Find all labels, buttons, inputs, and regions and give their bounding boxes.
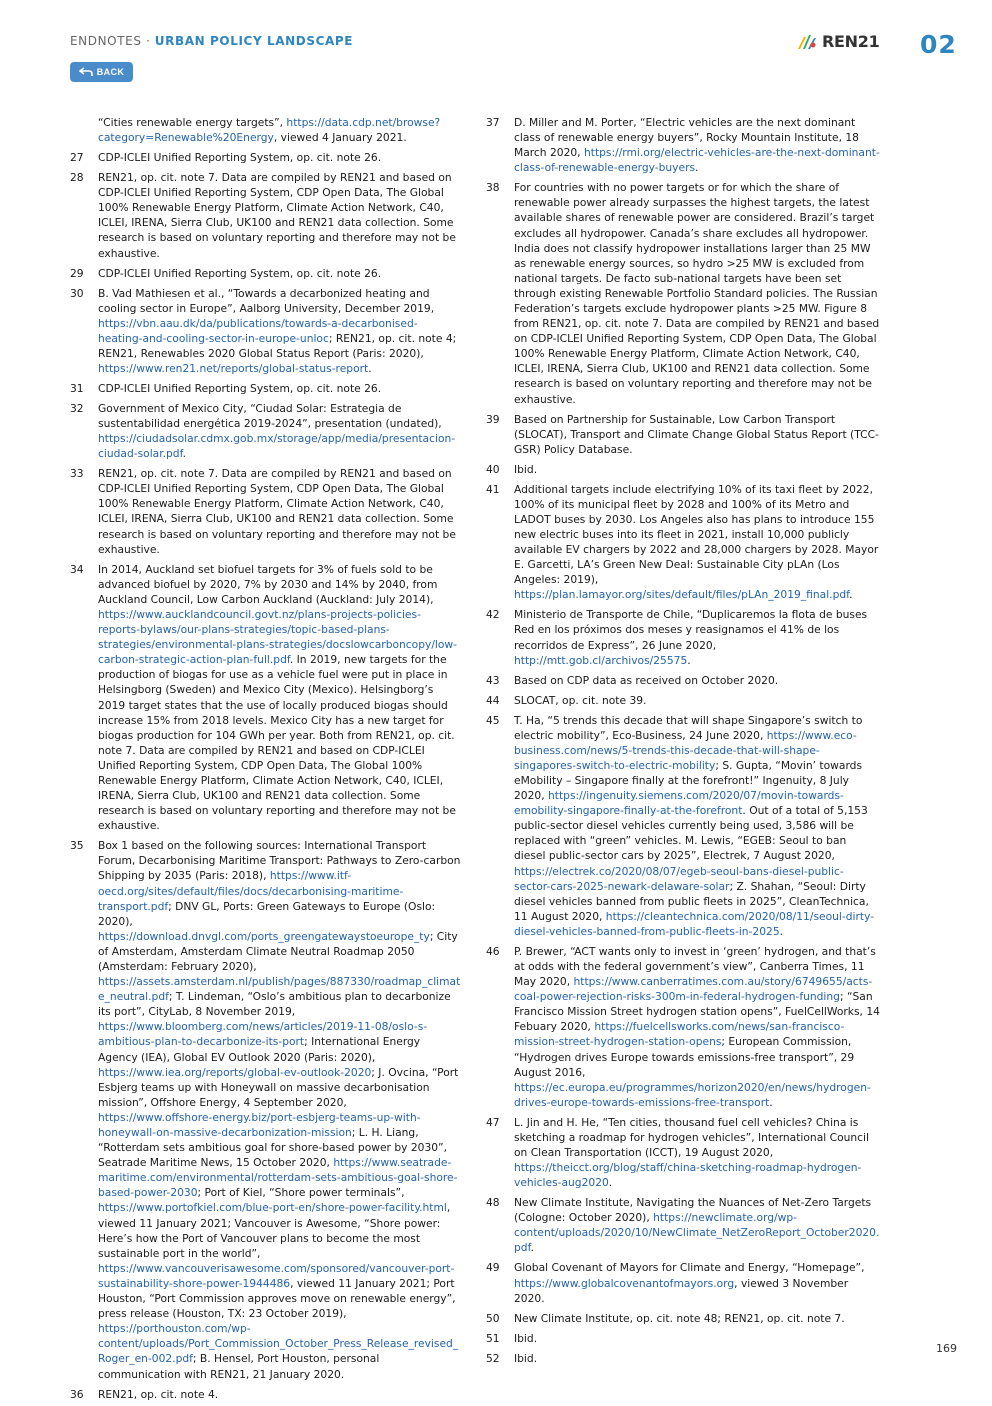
- endnote-38: [486, 180, 880, 406]
- endnote-36: [70, 1387, 462, 1402]
- url-link[interactable]: https://www.vancouverisawesome.com/sponsored/vancouver-port-sustainability-shore-power-1944486: [98, 1261, 455, 1290]
- logo-text: REN21: [822, 32, 880, 51]
- endnote-text: New Climate Institute, Navigating the Nuances of Net-Zero Targets (Cologne: October 2020), https://newclimate.org/wp-content/uploads/2020/10/NewClimate_NetZeroReport_October2020.pdf.: [514, 1196, 880, 1255]
- url-link[interactable]: https://fuelcellsworks.com/news/san-francisco-mission-street-hydrogen-station-opens: [514, 1020, 845, 1049]
- endnote-number: 31: [70, 381, 84, 395]
- endnote-28: [70, 170, 462, 261]
- endnote-text: L. Jin and H. He, “Ten cities, thousand fuel cell vehicles? China is sketching a roadmap for hydrogen vehicles”, International Council on Clean Transportation (ICCT), 19 August 2020, https://theicct.org/blog/staff/china-sketching-roadmap-hydrogen-vehicles-aug2020.: [514, 1115, 869, 1190]
- endnote-text: Ibid.: [514, 462, 538, 476]
- url-link[interactable]: https://www.bloomberg.com/news/articles/2019-11-08/oslo-s-ambitious-plan-to-decarbonize-its-port: [98, 1020, 428, 1049]
- endnote-50: [486, 1311, 880, 1326]
- endnote-number: 27: [70, 151, 84, 165]
- endnote-number: 28: [70, 171, 84, 185]
- endnote-32: [70, 401, 462, 461]
- url-link[interactable]: https://assets.amsterdam.nl/publish/pages/887330/roadmap_climate_neutral.pdf: [98, 975, 461, 1004]
- endnote-40: [486, 462, 880, 477]
- endnote-number: 42: [486, 608, 500, 622]
- back-label: BACK: [96, 67, 125, 77]
- endnote-39: [486, 412, 880, 457]
- right-column: [486, 115, 880, 1371]
- endnote-text: T. Ha, “5 trends this decade that will shape Singapore’s switch to electric mobility”, Eco-Business, 24 June 2020, https://www.eco-business.com/news/5-trends-this-decade-that-will-shape-singapores-switch-to-electric-mobility; S. Gupta, “Movin’ towards eMobility – Singapore finally at the forefront!” Ingenuity, 8 July 2020, https://ingenuity.siemens.com/2020/07/movin-towards-emobility-singapore-finally-at-the-forefront. Out of a total of 5,153 public-sector diesel vehicles currently being used, 3,586 will be replaced with “green” vehicles. M. Lewis, “EGEB: Seoul to ban diesel public-sector cars by 2025”, Electrek, 7 August 2020, https://electrek.co/2020/08/07/egeb-seoul-bans-diesel-public-sector-cars-2025-newark-delaware-solar; Z. Shahan, “Seoul: Dirty diesel vehicles banned from public fleets in 2025”, CleanTechnica, 11 August 2020, https://cleantechnica.com/2020/08/11/seoul-dirty-diesel-vehicles-banned-from-public-fleets-in-2025.: [514, 713, 875, 938]
- endnote-text: Based on CDP data as received on October 2020.: [514, 673, 779, 687]
- section-title: URBAN POLICY LANDSCAPE: [154, 34, 354, 48]
- endnote-number: 34: [70, 562, 84, 576]
- chapter-number: 02: [920, 30, 957, 59]
- url-link[interactable]: https://plan.lamayor.org/sites/default/files/pLAn_2019_final.pdf: [514, 588, 850, 602]
- endnote-number: 35: [70, 839, 84, 853]
- endnote-text: CDP-ICLEI Unified Reporting System, op. cit. note 26.: [98, 266, 382, 280]
- url-link[interactable]: https://rmi.org/electric-vehicles-are-the-next-dominant-class-of-renewable-energy-buyers: [514, 146, 880, 175]
- endnote-46: [486, 944, 880, 1110]
- endnote-text: REN21, op. cit. note 4.: [98, 1387, 219, 1401]
- endnote-text: P. Brewer, “ACT wants only to invest in ‘green’ hydrogen, and that’s at odds with the federal government’s view”, Canberra Times, 11 May 2020, https://www.canberratimes.com.au/story/6749655/acts-coal-power-rejection-risks-300m-in-federal-hydrogen-funding; “San Francisco Mission Street hydrogen station opens”, FuelCellWorks, 14 Febuary 2020, https://fuelcellsworks.com/news/san-francisco-mission-street-hydrogen-station-opens; European Commission, “Hydrogen drives Europe towards emissions-free transport”, 29 August 2016, https://ec.europa.eu/programmes/horizon2020/en/news/hydrogen-drives-europe-towards-emissions-free-transport.: [514, 944, 880, 1109]
- url-link[interactable]: https://cleantechnica.com/2020/08/11/seoul-dirty-diesel-vehicles-banned-from-public-fleets-in-2025: [514, 909, 875, 938]
- endnote-text: REN21, op. cit. note 7. Data are compiled by REN21 and based on CDP-ICLEI Unified Reporting System, CDP Open Data, The Global 100% Renewable Energy Platform, Climate Action Network, C40, ICLEI, IRENA, Sierra Club, UK100 and REN21 data collection. Some research is based on voluntary reporting and therefore may not be exhaustive.: [98, 467, 456, 556]
- endnote-text: Government of Mexico City, “Ciudad Solar: Estrategia de sustentabilidad energética 2019-2024”, presentation (undated), https://ciudadsolar.cdmx.gob.mx/storage/app/media/presentacion-ciudad-solar.pdf.: [98, 401, 456, 461]
- endnote-45: [486, 713, 880, 939]
- url-link[interactable]: https://www.iea.org/reports/global-ev-outlook-2020: [98, 1065, 372, 1079]
- endnote-number: 47: [486, 1115, 500, 1129]
- ren21-logo-icon: [796, 33, 818, 51]
- url-link[interactable]: https://www.aucklandcouncil.govt.nz/plans-projects-policies-reports-bylaws/our-plans-strategies/topic-based-plans-strategies/environmental-plans-strategies/docslowcarboncopy/low-carbon-strategic-action-plan-full.pdf: [98, 607, 458, 667]
- endnote-43: [486, 673, 880, 688]
- url-link[interactable]: https://www.offshore-energy.biz/port-esbjerg-teams-up-with-honeywall-on-massive-decarbonization-mission: [98, 1110, 421, 1140]
- back-button[interactable]: [70, 62, 133, 82]
- endnote-text: Ibid.: [514, 1351, 538, 1365]
- url-link[interactable]: https://download.dnvgl.com/ports_greengatewaystoeurope_ty: [98, 929, 430, 943]
- endnote-27: [70, 150, 462, 165]
- endnote-44: [486, 693, 880, 708]
- url-link[interactable]: https://www.itf-oecd.org/sites/default/files/docs/decarbonising-maritime-transport.pdf: [98, 869, 404, 913]
- endnote-text: CDP-ICLEI Unified Reporting System, op. cit. note 26.: [98, 151, 382, 165]
- endnote-number: 30: [70, 286, 84, 300]
- endnote-49: [486, 1260, 880, 1305]
- endnote-text: New Climate Institute, op. cit. note 48; REN21, op. cit. note 7.: [514, 1311, 845, 1325]
- endnote-number: 33: [70, 467, 84, 481]
- page-number: 169: [936, 1342, 957, 1355]
- endnote-text: Additional targets include electrifying 10% of its taxi fleet by 2022, 100% of its municipal fleet by 2028 and 100% of its Metro and LADOT buses by 2030. Los Angeles also has plans to introduce 155 new electric buses into its fleet in 2021, install 10,000 publicly available EV chargers by 2022 and 28,000 chargers by 2028. Mayor E. Garcetti, LA’s Green New Deal: Sustainable City pLAn (Los Angeles: 2019), https://plan.lamayor.org/sites/default/files/pLAn_2019_final.pdf.: [514, 482, 879, 602]
- endnote-33: [70, 466, 462, 557]
- url-link[interactable]: https://www.globalcovenantofmayors.org: [514, 1276, 735, 1290]
- endnote-number: 50: [486, 1311, 500, 1325]
- url-link[interactable]: https://porthouston.com/wp-content/uploads/Port_Commission_October_Press_Release_revised_Roger_en-002.pdf: [98, 1322, 459, 1366]
- endnote-number: 29: [70, 266, 84, 280]
- url-link[interactable]: https://ec.europa.eu/programmes/horizon2020/en/news/hydrogen-drives-europe-towards-emissions-free-transport: [514, 1080, 871, 1109]
- endnote-text: Box 1 based on the following sources: International Transport Forum, Decarbonising Maritime Transport: Pathways to Zero-carbon Shipping by 2035 (Paris: 2018), https://www.itf-oecd.org/sites/default/files/docs/decarbonising-maritime-transport.pdf; DNV GL, Ports: Green Gateways to Europe (Oslo: 2020), https://download.dnvgl.com/ports_greengatewaystoeurope_ty; City of Amsterdam, Amsterdam Climate Neutral Roadmap 2050 (Amsterdam: February 2020), https://assets.amsterdam.nl/publish/pages/887330/roadmap_climate_neutral.pdf; T. Lindeman, “Oslo’s ambitious plan to decarbonize its port”, CityLab, 8 November 2019, https://www.bloomberg.com/news/articles/2019-11-08/oslo-s-ambitious-plan-to-decarbonize-its-port; International Energy Agency (IEA), Global EV Outlook 2020 (Paris: 2020), https://www.iea.org/reports/global-ev-outlook-2020; J. Ovcina, “Port Esbjerg teams up with Honeywall on massive decarbonisation mission”, Offshore Energy, 4 September 2020, https://www.offshore-energy.biz/port-esbjerg-teams-up-with-honeywall-on-massive-decarbonization-mission; L. H. Liang, “Rotterdam sets ambitious goal for shore-based power by 2030”, Seatrade Maritime News, 15 October 2020, https://www.seatrade-maritime.com/environmental/rotterdam-sets-ambitious-goal-shore-based-power-2030; Port of Kiel, “Shore power terminals”, https://www.portofkiel.com/blue-port-en/shore-power-facility.html, viewed 11 January 2021; Vancouver is Awesome, “Shore power: Here’s how the Port of Vancouver plans to become the most sustainable port in the world”, https://www.vancouverisawesome.com/sponsored/vancouver-port-sustainability-shore-power-1944486, viewed 11 January 2021; Port Houston, “Port Commission approves move on renewable energy”, press release (Houston, TX: 23 October 2019), https://porthouston.com/wp-content/uploads/Port_Commission_October_Press_Release_revised_Roger_en-002.pdf; B. Hensel, Port Houston, personal communication with REN21, 21 January 2020.: [98, 839, 461, 1381]
- back-arrow-icon: [79, 67, 93, 77]
- endnote-31: [70, 381, 462, 396]
- url-link[interactable]: https://www.seatrade-maritime.com/environmental/rotterdam-sets-ambitious-goal-shore-based-power-2030: [98, 1156, 458, 1200]
- endnote-text: Global Covenant of Mayors for Climate and Energy, “Homepage”, https://www.globalcovenantofmayors.org, viewed 3 November 2020.: [514, 1261, 865, 1305]
- endnote-text: In 2014, Auckland set biofuel targets for 3% of fuels sold to be advanced biofuel by 2020, 7% by 2030 and 14% by 2040, from Auckland Council, Low Carbon Auckland (Auckland: July 2014), https://www.aucklandcouncil.govt.nz/plans-projects-policies-reports-bylaws/our-plans-strategies/topic-based-plans-strategies/environmental-plans-strategies/docslowcarboncopy/low-carbon-strategic-action-plan-full.pdf. In 2019, new targets for the production of biogas for use as a vehicle fuel were put in place in Helsingborg (Sweden) and Mexico City (Mexico). Helsingborg’s 2019 target states that the use of locally produced biogas should increase 15% from 2018 levels. Mexico City has a new target for biogas production for 104 GWh per year. Both from REN21, op. cit. note 7. Data are compiled by REN21 and based on CDP-ICLEI Unified Reporting System, CDP Open Data, The Global 100% Renewable Energy Platform, Climate Action Network, C40, ICLEI, IRENA, Sierra Club, UK100 and REN21 data collection. Some research is based on voluntary reporting and therefore may not be exhaustive.: [98, 562, 458, 833]
- endnote-number: 49: [486, 1261, 500, 1275]
- endnote-number: 45: [486, 713, 500, 727]
- left-column: [70, 115, 462, 1406]
- endnote-number: 36: [70, 1387, 84, 1401]
- note-continuation: “Cities renewable energy targets”, https://data.cdp.net/browse?category=Renewable%20Energy, viewed 4 January 2021.: [98, 116, 441, 145]
- endnote-37: [486, 115, 880, 175]
- endnote-number: 32: [70, 401, 84, 415]
- endnote-number: 48: [486, 1196, 500, 1210]
- endnote-number: 40: [486, 462, 500, 476]
- url-link[interactable]: https://theicct.org/blog/staff/china-sketching-roadmap-hydrogen-vehicles-aug2020: [514, 1161, 862, 1190]
- endnote-number: 38: [486, 181, 500, 195]
- url-link[interactable]: https://www.canberratimes.com.au/story/6749655/acts-coal-power-rejection-risks-300m-in-federal-hydrogen-funding: [514, 975, 873, 1004]
- url-link[interactable]: https://www.eco-business.com/news/5-trends-this-decade-that-will-shape-singapores-switch-to-electric-mobility: [514, 728, 857, 772]
- url-link[interactable]: https://data.cdp.net/browse?category=Renewable%20Energy: [98, 116, 441, 145]
- endnote-text: SLOCAT, op. cit. note 39.: [514, 693, 647, 707]
- endnote-47: [486, 1115, 880, 1190]
- url-link[interactable]: https://ciudadsolar.cdmx.gob.mx/storage/app/media/presentacion-ciudad-solar.pdf: [98, 432, 456, 461]
- url-link[interactable]: https://vbn.aau.dk/da/publications/towards-a-decarbonised-heating-and-cooling-sector-in-europe-unloc: [98, 316, 418, 345]
- endnote-29: [70, 266, 462, 281]
- endnote-41: [486, 482, 880, 603]
- endnote-text: D. Miller and M. Porter, “Electric vehicles are the next dominant class of renewable energy buyers”, Rocky Mountain Institute, 18 March 2020, https://rmi.org/electric-vehicles-are-the-next-dominant-class-of-renewable-energy-buyers.: [514, 116, 880, 175]
- endnote-text: Ibid.: [514, 1331, 538, 1345]
- endnote-52: [486, 1351, 880, 1366]
- endnote-42: [486, 607, 880, 667]
- endnote-35: [70, 838, 462, 1381]
- endnote-51: [486, 1331, 880, 1346]
- endnote-30: [70, 286, 462, 377]
- endnote-number: 39: [486, 412, 500, 426]
- endnote-number: 43: [486, 673, 500, 687]
- endnote-number: 52: [486, 1351, 500, 1365]
- endnote-text: B. Vad Mathiesen et al., “Towards a decarbonized heating and cooling sector in Europe”, Aalborg University, December 2019, https://vbn.aau.dk/da/publications/towards-a-decarbonised-heating-and-cooling-sector-in-europe-unloc; REN21, op. cit. note 4; REN21, Renewables 2020 Global Status Report (Paris: 2020), https://www.ren21.net/reports/global-status-report.: [98, 286, 457, 375]
- endnote-number: 37: [486, 116, 500, 129]
- endnote-text: Based on Partnership for Sustainable, Low Carbon Transport (SLOCAT), Transport and Climate Change Global Status Report (TCC-GSR) Policy Database.: [514, 412, 879, 456]
- url-link[interactable]: https://ingenuity.siemens.com/2020/07/movin-towards-emobility-singapore-finally-at-the-forefront: [514, 789, 844, 818]
- url-link[interactable]: https://www.portofkiel.com/blue-port-en/shore-power-facility.html: [98, 1201, 447, 1215]
- endnote-number: 44: [486, 693, 500, 707]
- header-prefix: ENDNOTES ·: [70, 34, 155, 48]
- endnote-number: 51: [486, 1331, 500, 1345]
- ren21-logo[interactable]: [796, 32, 879, 51]
- url-link[interactable]: https://electrek.co/2020/08/07/egeb-seoul-bans-diesel-public-sector-cars-2025-newark-delaware-solar: [514, 864, 844, 893]
- endnote-48: [486, 1195, 880, 1255]
- url-link[interactable]: https://www.ren21.net/reports/global-status-report: [98, 361, 369, 375]
- endnote-text: CDP-ICLEI Unified Reporting System, op. cit. note 26.: [98, 381, 382, 395]
- url-link[interactable]: https://newclimate.org/wp-content/uploads/2020/10/NewClimate_NetZeroReport_October2020.pdf: [514, 1211, 880, 1255]
- endnote-34: [70, 562, 462, 834]
- header-title: [70, 34, 353, 48]
- endnote-text: REN21, op. cit. note 7. Data are compiled by REN21 and based on CDP-ICLEI Unified Reporting System, CDP Open Data, The Global 100% Renewable Energy Platform, Climate Action Network, C40, ICLEI, IRENA, Sierra Club, UK100 and REN21 data collection. Some research is based on voluntary reporting and therefore may not be exhaustive.: [98, 171, 456, 260]
- endnote-text: For countries with no power targets or for which the share of renewable power already surpasses the highest targets, the latest available shares of renewable power are considered. Brazil’s target excludes all hydropower. Canada’s share excludes all hydropower. India does not classify hydropower installations larger than 25 MW as renewable energy sources, so hydro >25 MW is excluded from national targets. De facto sub-national targets have been set through existing Renewable Portfolio Standard policies. The Russian Federation’s targets exclude hydropower plants >25 MW. Figure 8 from REN21, op. cit. note 7. Data are compiled by REN21 and based on CDP-ICLEI Unified Reporting System, CDP Open Data, The Global 100% Renewable Energy Platform, Climate Action Network, C40, ICLEI, IRENA, Sierra Club, UK100 and REN21 data collection. Some research is based on voluntary reporting and therefore may not be exhaustive.: [514, 181, 880, 406]
- endnote-text: Ministerio de Transporte de Chile, “Duplicaremos la flota de buses Red en los próximos dos meses y reasignamos el 41% de los recorridos de Express”, 26 June 2020, http://mtt.gob.cl/archivos/25575.: [514, 608, 868, 667]
- endnote-number: 41: [486, 482, 500, 496]
- endnote-number: 46: [486, 944, 500, 958]
- url-link[interactable]: http://mtt.gob.cl/archivos/25575: [514, 653, 688, 667]
